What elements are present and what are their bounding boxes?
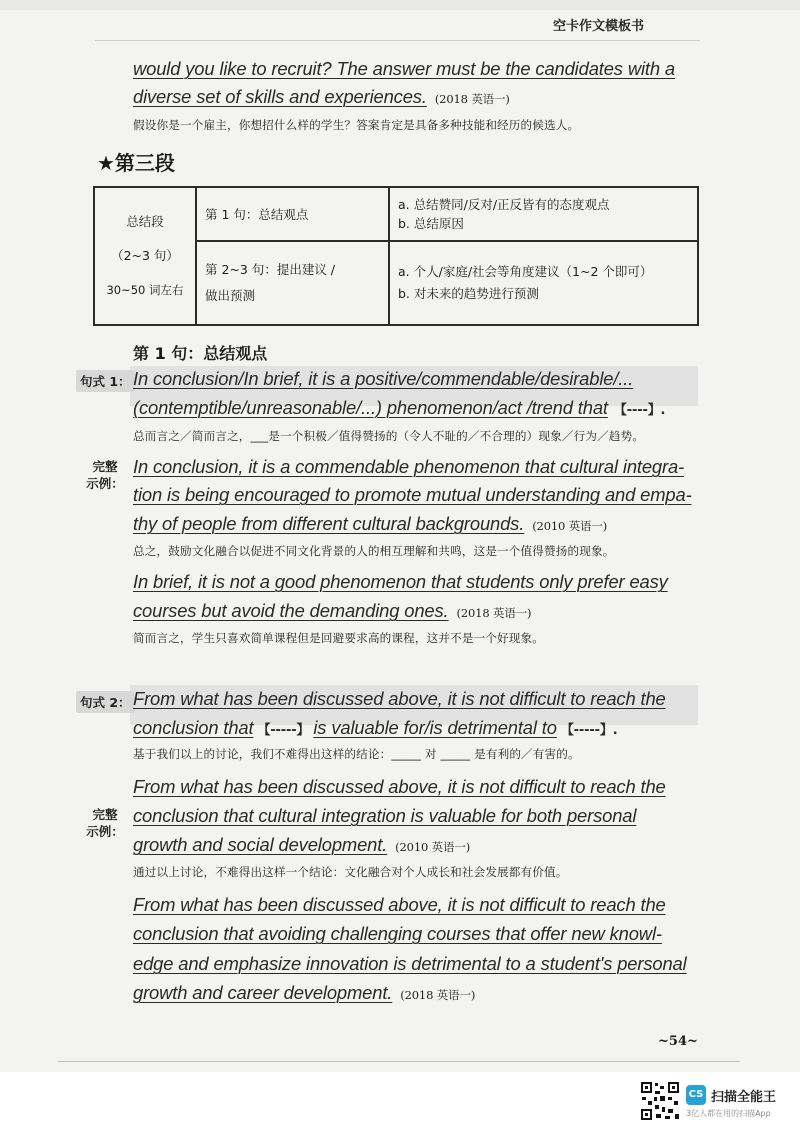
row1-mid-text: 第 1 句：总结观点 — [205, 207, 309, 222]
pattern1-bracket: 【----】. — [613, 403, 666, 418]
p1-ex1-cn: 总之，鼓励文化融合以促进不同文化背景的人的相互理解和共鸣，这是一个值得赞扬的现象。 — [133, 544, 615, 558]
pattern1-label: 句式 1： — [76, 370, 135, 392]
pattern2-cn: 基于我们以上的讨论，我们不难得出这样的结论：_____ 对 _____ 是有利的／有害的。 — [133, 747, 580, 761]
book-title: 空卡作文模板书 — [552, 19, 644, 34]
row1-right-b: b. 总结原因 — [398, 216, 464, 231]
intro-source: (2018 英语一) — [434, 92, 510, 106]
row1-right-cell — [389, 187, 698, 241]
subsection-title: 第 1 句：总结观点 — [133, 344, 268, 363]
p1-ex1-source: (2010 英语一) — [532, 519, 608, 533]
p2-ex2-line-1: From what has been discussed above, it is not difficult to reach the — [133, 894, 666, 915]
p2-ex1-cn: 通过以上讨论，不难得出这样一个结论：文化融合对个人成长和社会发展都有价值。 — [133, 865, 568, 879]
section-title: ★第三段 — [97, 151, 175, 175]
row2-right-a: a. 个人/家庭/社会等角度建议（1~2 个即可） — [398, 264, 653, 279]
intro-cn: 假设你是一个雇主，你想招什么样的学生？答案肯定是具备多种技能和经历的候选人。 — [133, 118, 580, 132]
p2-ex1-line-3: growth and social development. (2010 英语一) — [133, 834, 471, 855]
summary-table-left-cell — [94, 187, 196, 325]
row2-right-b: b. 对未来的趋势进行预测 — [398, 286, 539, 301]
brand-name: 扫描全能王 — [711, 1090, 777, 1105]
summary-left-line-2: （2~3 句） — [111, 248, 179, 263]
pattern2-example-label-2: 示例： — [86, 824, 124, 839]
row1-mid-cell — [196, 187, 389, 241]
summary-left-line-1: 总结段 — [126, 214, 164, 229]
row1-right-a: a. 总结赞同/反对/正反皆有的态度观点 — [398, 197, 610, 212]
pattern1-cn: 总而言之／简而言之，___是一个积极／值得赞扬的（令人不耻的／不合理的）现象／行为／趋势。 — [133, 429, 645, 443]
cs-logo-icon: CS — [686, 1085, 706, 1105]
p2-ex2-line-2: conclusion that avoiding challenging courses that offer new knowl- — [133, 923, 662, 944]
p2-ex1-line-1: From what has been discussed above, it is not difficult to reach the — [133, 776, 666, 797]
pattern1-en-line-1: In conclusion/In brief, it is a positive/commendable/desirable/... — [133, 368, 634, 389]
pattern1-example-label-1: 完整 — [92, 459, 118, 474]
p1-ex2-cn: 简而言之，学生只喜欢简单课程但是回避要求高的课程，这并不是一个好现象。 — [133, 631, 545, 645]
pattern2-bracket-b: 【-----】. — [560, 723, 618, 738]
pattern2-example-label-1: 完整 — [92, 807, 118, 822]
intro-en-line-2: diverse set of skills and experiences. (2018 英语一) — [133, 86, 510, 107]
scanner-footer — [0, 1072, 800, 1132]
qr-code-icon — [640, 1081, 680, 1121]
intro-en-line-1: would you like to recruit? The answer must be the candidates with a — [133, 58, 675, 79]
pattern2-label: 句式 2： — [76, 691, 135, 713]
p1-ex1-line-3: thy of people from different cultural backgrounds. (2010 英语一) — [133, 513, 608, 534]
p2-ex2-source: (2018 英语一) — [400, 988, 476, 1002]
row2-mid-line-2: 做出预测 — [205, 288, 256, 303]
pattern1-example-label — [85, 458, 125, 492]
p1-ex2-line-1: In brief, it is not a good phenomenon that students only prefer easy — [133, 571, 668, 592]
pattern1-en-line-2: (contemptible/unreasonable/...) phenomenon/act /trend that 【----】. — [133, 397, 666, 418]
p1-ex2-line-2: courses but avoid the demanding ones. (2018 英语一) — [133, 600, 532, 621]
row2-mid-line-1: 第 2~3 句：提出建议 / — [205, 262, 336, 277]
summary-table — [93, 186, 699, 326]
pattern2-en-line-2: conclusion that 【-----】 is valuable for/is detrimental to 【-----】. — [133, 717, 618, 738]
brand-tagline: 3亿人都在用的扫描App — [686, 1109, 771, 1118]
p2-ex1-line-2: conclusion that cultural integration is valuable for both personal — [133, 805, 637, 826]
pattern1-example-label-2: 示例： — [86, 476, 124, 491]
pattern2-en-line-1: From what has been discussed above, it is not difficult to reach the — [133, 688, 666, 709]
p1-ex1-line-1: In conclusion, it is a commendable phenomenon that cultural integra- — [133, 456, 685, 477]
p2-ex2-line-4: growth and career development. (2018 英语一) — [133, 982, 476, 1003]
p2-ex2-line-3: edge and emphasize innovation is detrimental to a student's personal — [133, 953, 687, 974]
header-rule — [95, 40, 700, 41]
p1-ex2-source: (2018 英语一) — [456, 606, 532, 620]
row2-right-cell — [389, 241, 698, 325]
pattern2-example-label — [85, 806, 125, 840]
top-strip — [0, 0, 800, 10]
p1-ex1-line-2: tion is being encouraged to promote mutual understanding and empa- — [133, 484, 692, 505]
bottom-rule — [58, 1061, 740, 1062]
page-number: ~54~ — [658, 1034, 698, 1049]
summary-left-line-3: 30~50 词左右 — [106, 283, 184, 297]
p2-ex1-source: (2010 英语一) — [395, 840, 471, 854]
pattern2-bracket-a: 【-----】 — [257, 723, 310, 738]
row2-mid-cell — [196, 241, 389, 325]
